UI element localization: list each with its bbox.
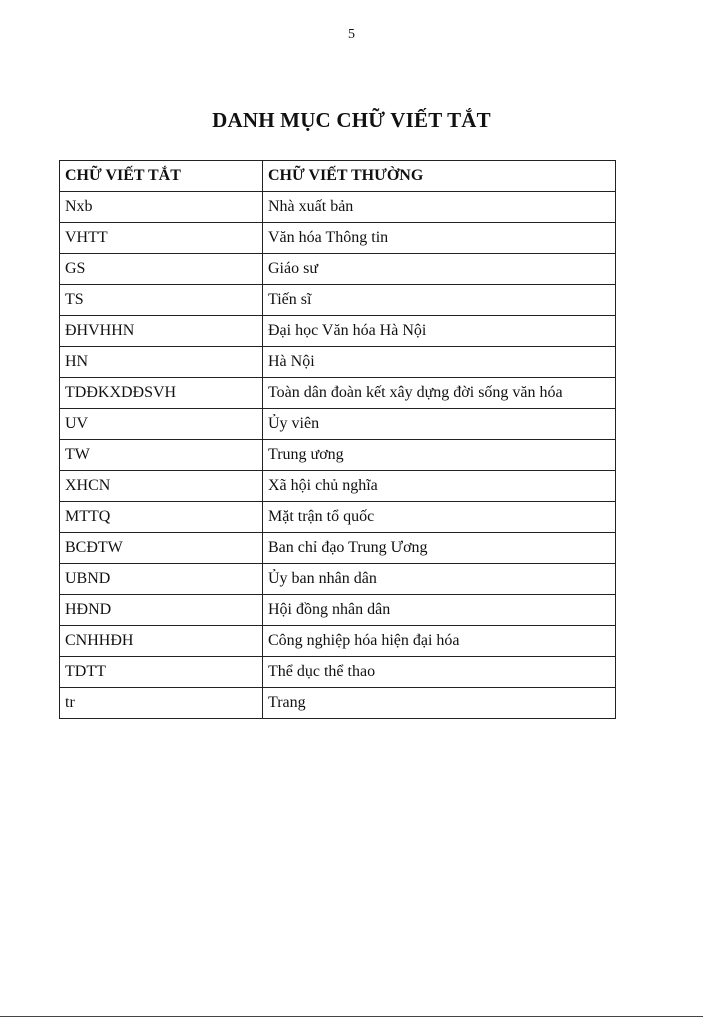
- table-row: [60, 564, 616, 595]
- page-bottom-divider: [0, 1016, 703, 1017]
- abbreviation-cell: UV: [60, 409, 263, 440]
- full-form-cell: Ủy viên: [263, 409, 616, 440]
- abbreviation-cell: XHCN: [60, 471, 263, 502]
- page-number: 5: [348, 27, 355, 42]
- abbreviation-cell: GS: [60, 254, 263, 285]
- full-form-cell: Mặt trận tổ quốc: [263, 502, 616, 533]
- header-abbreviation: CHỮ VIẾT TẮT: [60, 161, 263, 192]
- abbreviation-cell: TDĐKXDĐSVH: [60, 378, 263, 409]
- full-form-cell: Trang: [263, 688, 616, 719]
- full-form-cell: Hà Nội: [263, 347, 616, 378]
- full-form-cell: Trung ương: [263, 440, 616, 471]
- full-form-cell: Văn hóa Thông tin: [263, 223, 616, 254]
- table-row: [60, 409, 616, 440]
- table-row: [60, 440, 616, 471]
- abbreviation-cell: HN: [60, 347, 263, 378]
- table-row: [60, 223, 616, 254]
- table-row: [60, 471, 616, 502]
- header-full-form: CHỮ VIẾT THƯỜNG: [263, 161, 616, 192]
- abbreviation-cell: HĐND: [60, 595, 263, 626]
- full-form-cell: Nhà xuất bản: [263, 192, 616, 223]
- full-form-cell: Giáo sư: [263, 254, 616, 285]
- table-row: [60, 626, 616, 657]
- table-row: [60, 254, 616, 285]
- abbreviation-cell: BCĐTW: [60, 533, 263, 564]
- full-form-cell: Ủy ban nhân dân: [263, 564, 616, 595]
- page-title: DANH MỤC CHỮ VIẾT TẮT: [212, 108, 491, 132]
- abbreviation-cell: CNHHĐH: [60, 626, 263, 657]
- abbreviation-cell: TW: [60, 440, 263, 471]
- full-form-cell: Đại học Văn hóa Hà Nội: [263, 316, 616, 347]
- abbreviation-cell: Nxb: [60, 192, 263, 223]
- table-row: [60, 595, 616, 626]
- table-row: [60, 657, 616, 688]
- full-form-cell: Tiến sĩ: [263, 285, 616, 316]
- full-form-cell: Ban chỉ đạo Trung Ương: [263, 533, 616, 564]
- table-row: [60, 688, 616, 719]
- table-row: [60, 502, 616, 533]
- abbreviation-cell: ĐHVHHN: [60, 316, 263, 347]
- abbreviation-table: [59, 160, 616, 719]
- table-row: [60, 316, 616, 347]
- table-header-row: [60, 161, 616, 192]
- full-form-cell: Toàn dân đoàn kết xây dựng đời sống văn hóa: [263, 378, 616, 409]
- abbreviation-cell: TS: [60, 285, 263, 316]
- table-row: [60, 285, 616, 316]
- full-form-cell: Thể dục thể thao: [263, 657, 616, 688]
- full-form-cell: Hội đồng nhân dân: [263, 595, 616, 626]
- abbreviation-cell: tr: [60, 688, 263, 719]
- full-form-cell: Xã hội chủ nghĩa: [263, 471, 616, 502]
- table-body: [60, 192, 616, 719]
- abbreviation-cell: VHTT: [60, 223, 263, 254]
- abbreviation-cell: MTTQ: [60, 502, 263, 533]
- table-row: [60, 533, 616, 564]
- abbreviation-cell: UBND: [60, 564, 263, 595]
- abbreviation-cell: TDTT: [60, 657, 263, 688]
- table-row: [60, 347, 616, 378]
- table-row: [60, 192, 616, 223]
- table-row: [60, 378, 616, 409]
- full-form-cell: Công nghiệp hóa hiện đại hóa: [263, 626, 616, 657]
